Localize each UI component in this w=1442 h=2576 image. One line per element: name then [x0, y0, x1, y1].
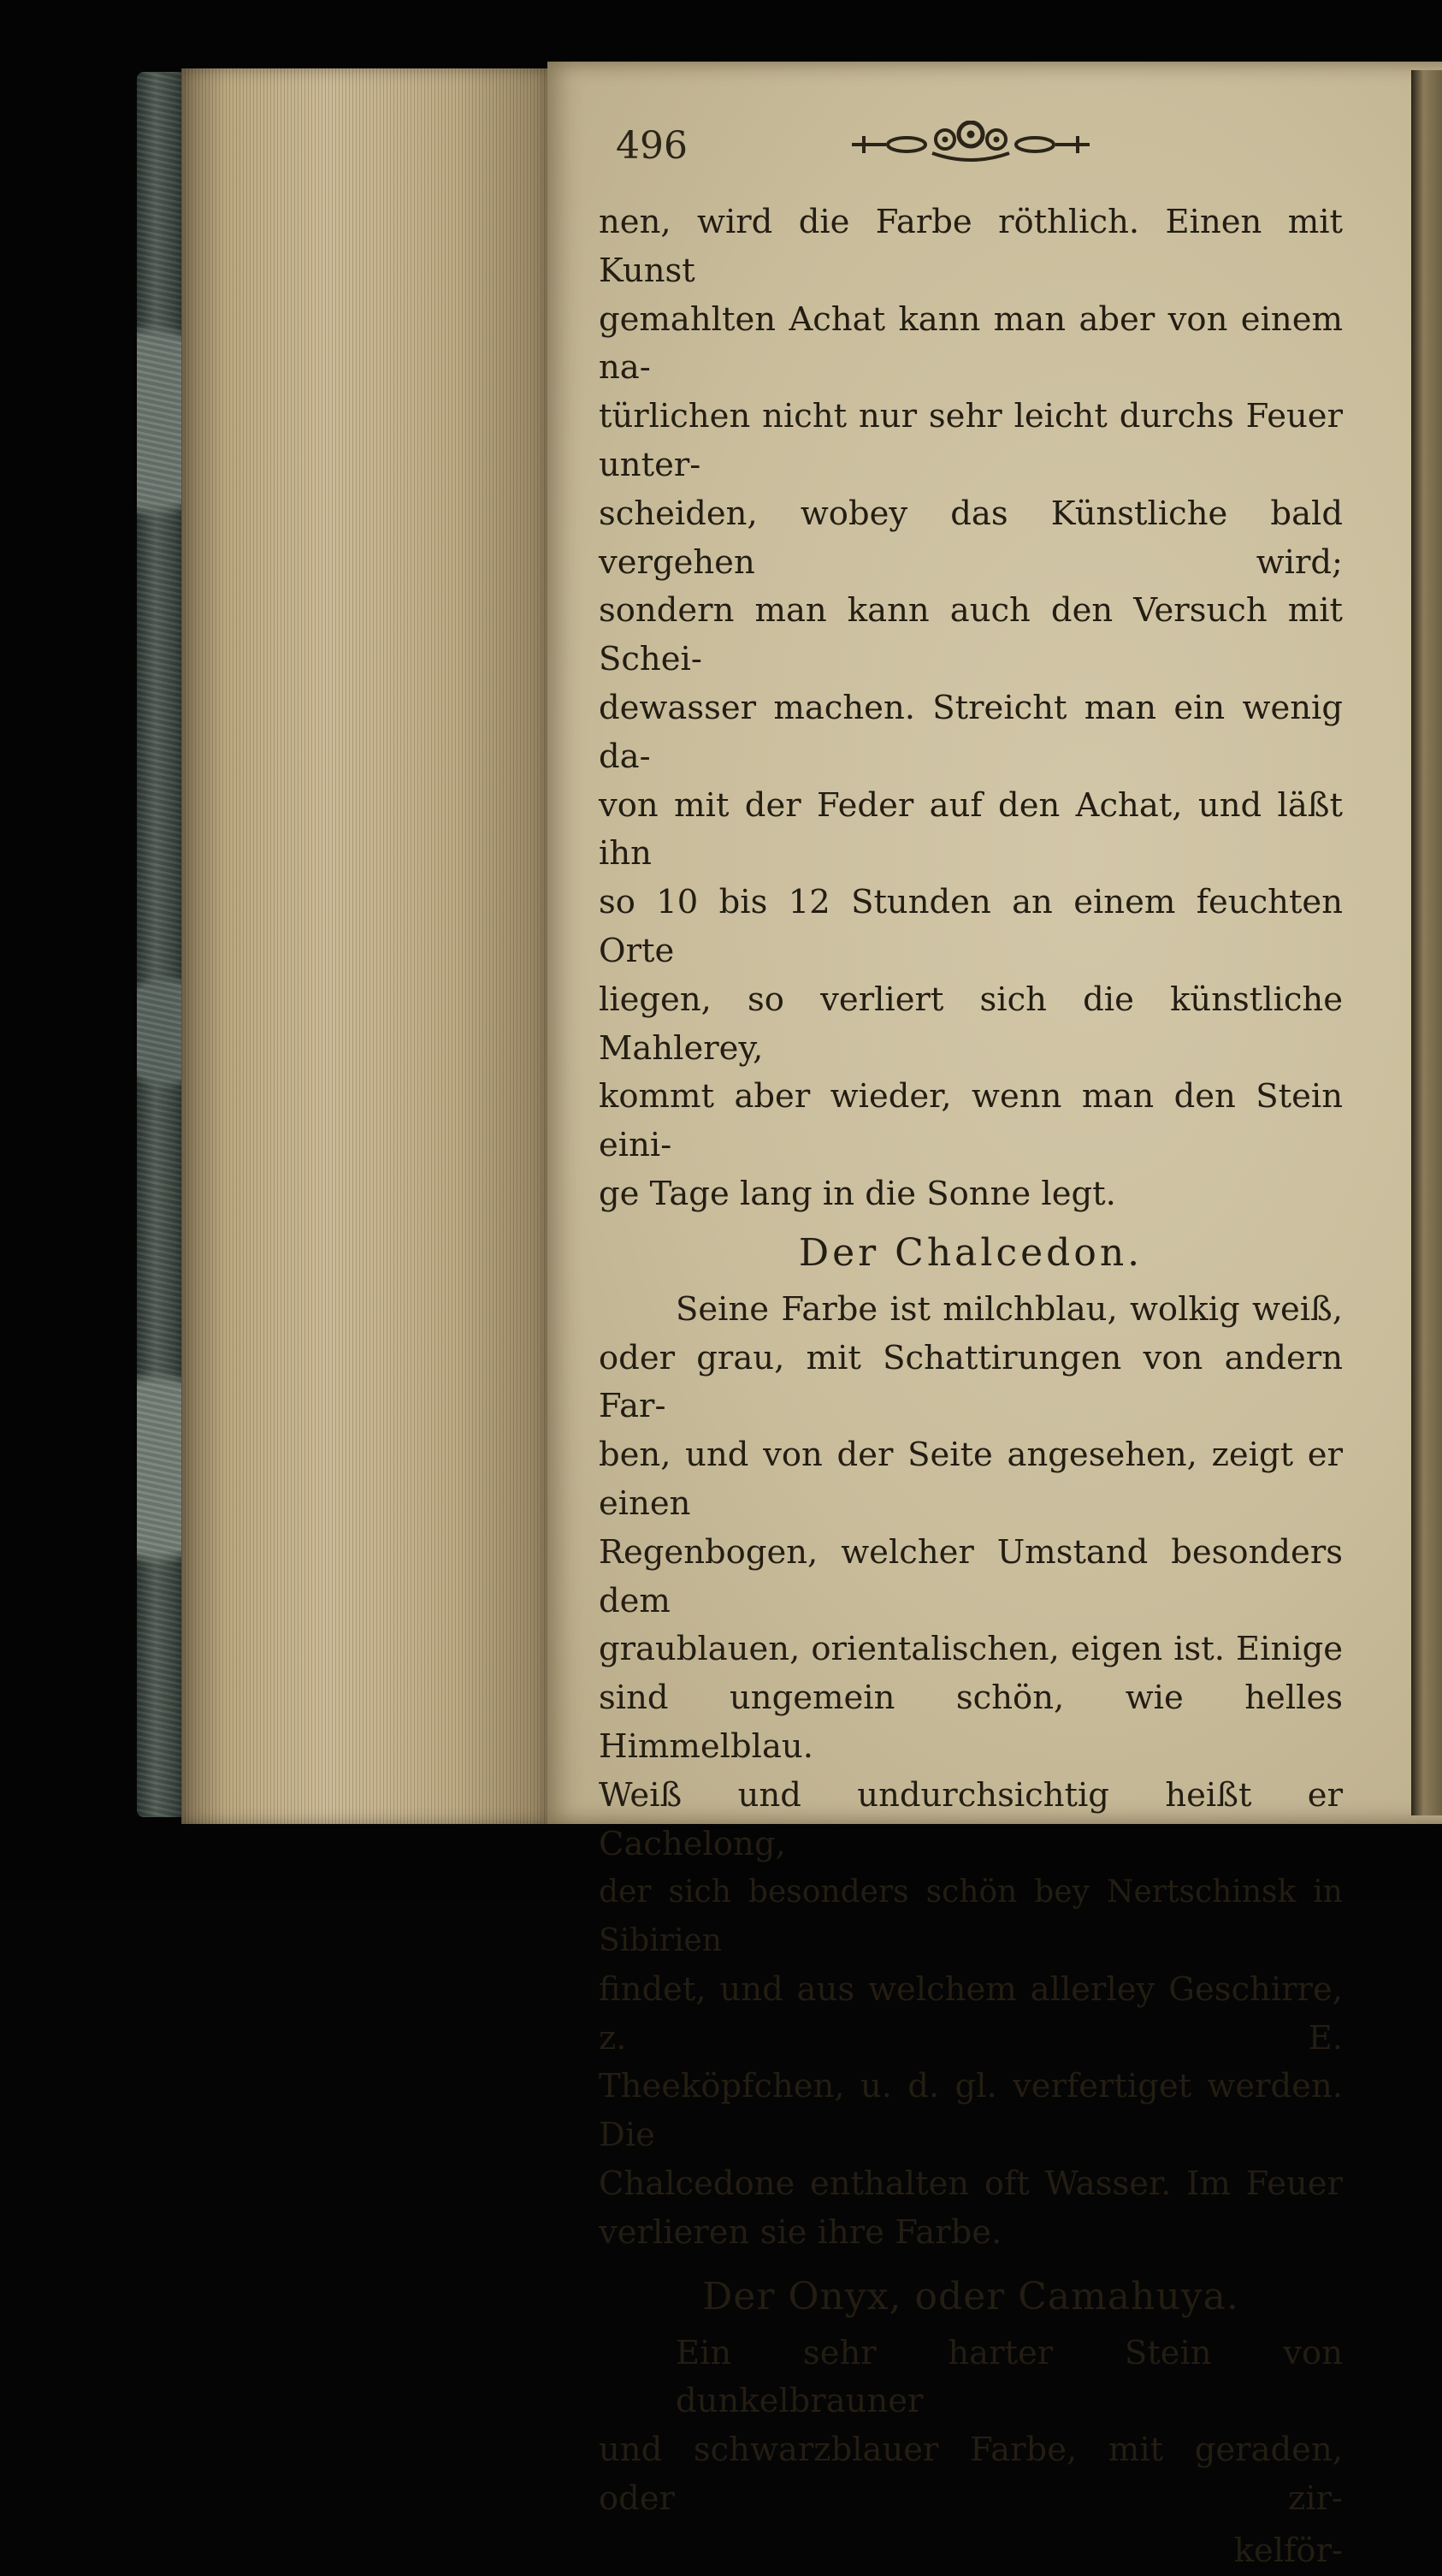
text-line: Theeköpfchen, u. d. gl. verfertiget werden. Die: [599, 2067, 1343, 2155]
text-line: türlichen nicht nur sehr leicht durchs Feuer unter-: [599, 397, 1343, 484]
text-line: gemahlten Achat kann man aber von einem na-: [599, 299, 1343, 388]
text-line: von mit der Feder auf den Achat, und läßt ihn: [599, 785, 1343, 873]
text-line: Weiß und undurchsichtig heißt er Cachelong,: [599, 1775, 1343, 1863]
text-line: graublauen, orientalischen, eigen ist. Einige: [599, 1630, 1343, 1669]
text-line: so 10 bis 12 Stunden an einem feuchten Orte: [599, 883, 1343, 970]
text-line: sind ungemein schön, wie helles Himmelblau.: [599, 1679, 1343, 1766]
paragraph: [599, 2330, 1343, 2524]
text-line: nen, wird die Farbe röthlich. Einen mit Kunst: [599, 203, 1343, 290]
catchword: kelför-: [1233, 2531, 1343, 2570]
section-heading: Der Onyx, oder Camahuya.: [702, 2274, 1239, 2318]
printer-vignette-ornament-icon: [847, 121, 1095, 172]
text-line: oder grau, mit Schattirungen von andern Far-: [599, 1338, 1343, 1426]
text-line: kommt aber wieder, wenn man den Stein eini-: [599, 1077, 1343, 1165]
marbled-cover: [137, 72, 184, 1817]
page-edges: [181, 68, 547, 1824]
text-line: sondern man kann auch den Versuch mit Schei-: [599, 591, 1343, 679]
paragraph: [599, 1286, 1343, 2258]
text-line: liegen, so verliert sich die künstliche Mahlerey,: [599, 980, 1343, 1068]
text-line: Seine Farbe ist milchblau, wolkig weiß,: [676, 1289, 1343, 1329]
next-page-edge: [1411, 70, 1442, 1815]
text-line: der sich besonders schön bey Nertschinsk in Sibirien: [599, 1874, 1343, 1959]
text-line: findet, und aus welchem allerley Geschirre, z. E.: [599, 1969, 1343, 2058]
page-header: [616, 124, 1095, 175]
text-line: dewasser machen. Streicht man ein wenig da-: [599, 688, 1343, 776]
text-line: verlieren sie ihre Farbe.: [599, 2212, 1002, 2252]
page-number: 496: [616, 124, 688, 168]
text-line: ge Tage lang in die Sonne legt.: [599, 1174, 1116, 1213]
text-line: Chalcedone enthalten oft Wasser. Im Feuer: [599, 2164, 1343, 2204]
text-line: Regenbogen, welcher Umstand besonders dem: [599, 1532, 1343, 1620]
text-line: ben, und von der Seite angesehen, zeigt er einen: [599, 1436, 1343, 1523]
text-line: und schwarzblauer Farbe, mit geraden, oder zir-: [599, 2431, 1343, 2519]
section-heading: Der Chalcedon.: [798, 1230, 1144, 1275]
text-line: Ein sehr harter Stein von dunkelbrauner: [676, 2333, 1343, 2421]
text-line: scheiden, wobey das Künstliche bald vergehen wird;: [599, 494, 1343, 582]
paragraph: [599, 198, 1343, 1219]
page-body: [599, 198, 1343, 2576]
